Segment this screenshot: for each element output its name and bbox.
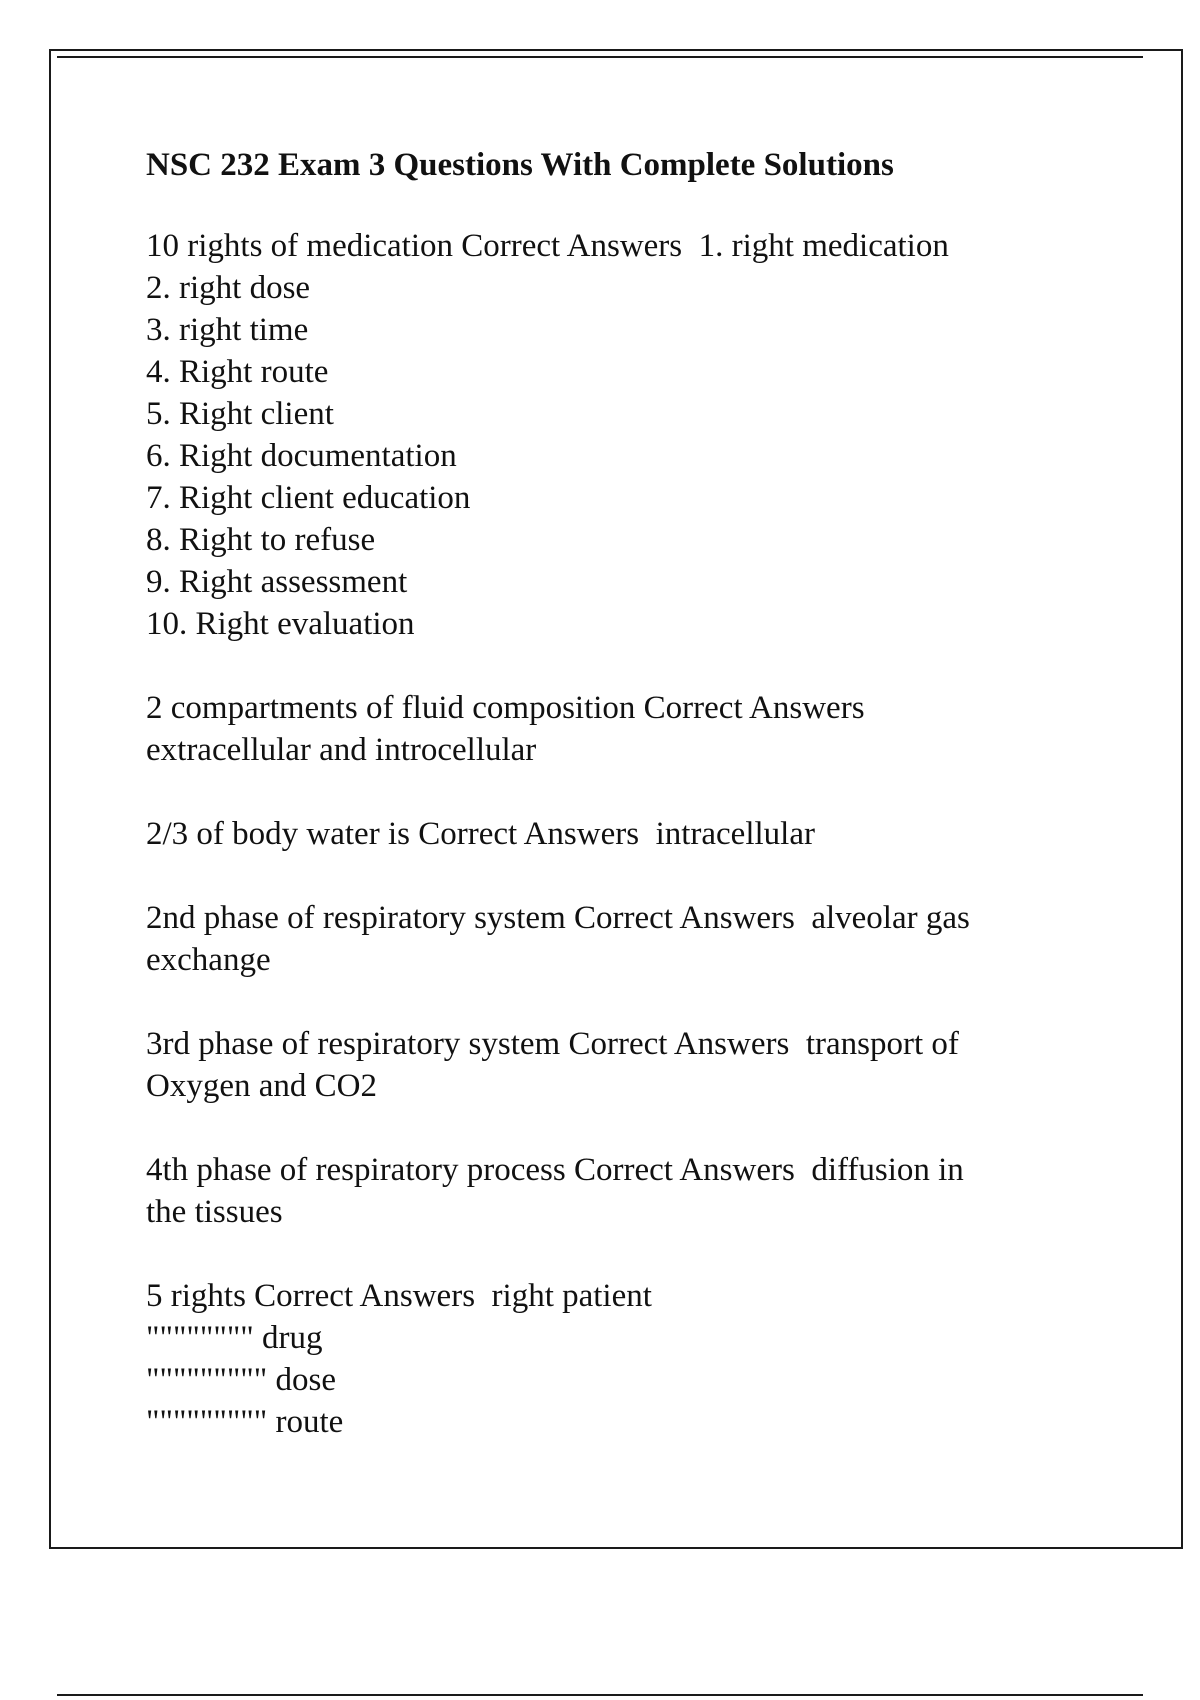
text-line: 2 compartments of fluid composition Correct Answers — [146, 690, 865, 726]
text-line: 3. right time — [146, 312, 309, 348]
qa-entry-respiratory-phase-3 — [146, 1023, 1086, 1107]
top-rule — [57, 56, 1143, 58]
text-line: 3rd phase of respiratory system Correct Answers transport of — [146, 1026, 959, 1062]
text-line: 7. Right client education — [146, 480, 471, 516]
text-line: """""""" drug — [146, 1320, 323, 1356]
text-line: 8. Right to refuse — [146, 522, 376, 558]
text-line: 6. Right documentation — [146, 438, 457, 474]
bottom-rule — [57, 1694, 1143, 1696]
text-line: 4th phase of respiratory process Correct Answers diffusion in — [146, 1152, 964, 1188]
qa-entry-body-water — [146, 813, 1086, 855]
qa-entry-fluid-compartments — [146, 687, 1086, 771]
text-line: 10. Right evaluation — [146, 606, 415, 642]
text-line: 5. Right client — [146, 396, 334, 432]
text-line: """"""""" dose — [146, 1362, 336, 1398]
document-title: NSC 232 Exam 3 Questions With Complete Solutions — [146, 147, 894, 183]
text-line: 5 rights Correct Answers right patient — [146, 1278, 652, 1314]
qa-entry-respiratory-phase-2 — [146, 897, 1086, 981]
text-line: 2nd phase of respiratory system Correct Answers alveolar gas — [146, 900, 970, 936]
text-line: extracellular and introcellular — [146, 732, 537, 768]
text-line: 9. Right assessment — [146, 564, 408, 600]
qa-entry-five-rights — [146, 1275, 1086, 1443]
qa-entry-medication-rights — [146, 225, 1086, 645]
text-line: 2. right dose — [146, 270, 311, 306]
text-line: Oxygen and CO2 — [146, 1068, 377, 1104]
text-line: 4. Right route — [146, 354, 329, 390]
text-line: 10 rights of medication Correct Answers 1. right medication — [146, 228, 949, 264]
text-line: exchange — [146, 942, 271, 978]
qa-entry-respiratory-phase-4 — [146, 1149, 1086, 1233]
document-body — [146, 145, 1086, 1485]
text-line: 2/3 of body water is Correct Answers intracellular — [146, 816, 815, 852]
text-line: the tissues — [146, 1194, 283, 1230]
text-line: """"""""" route — [146, 1404, 344, 1440]
